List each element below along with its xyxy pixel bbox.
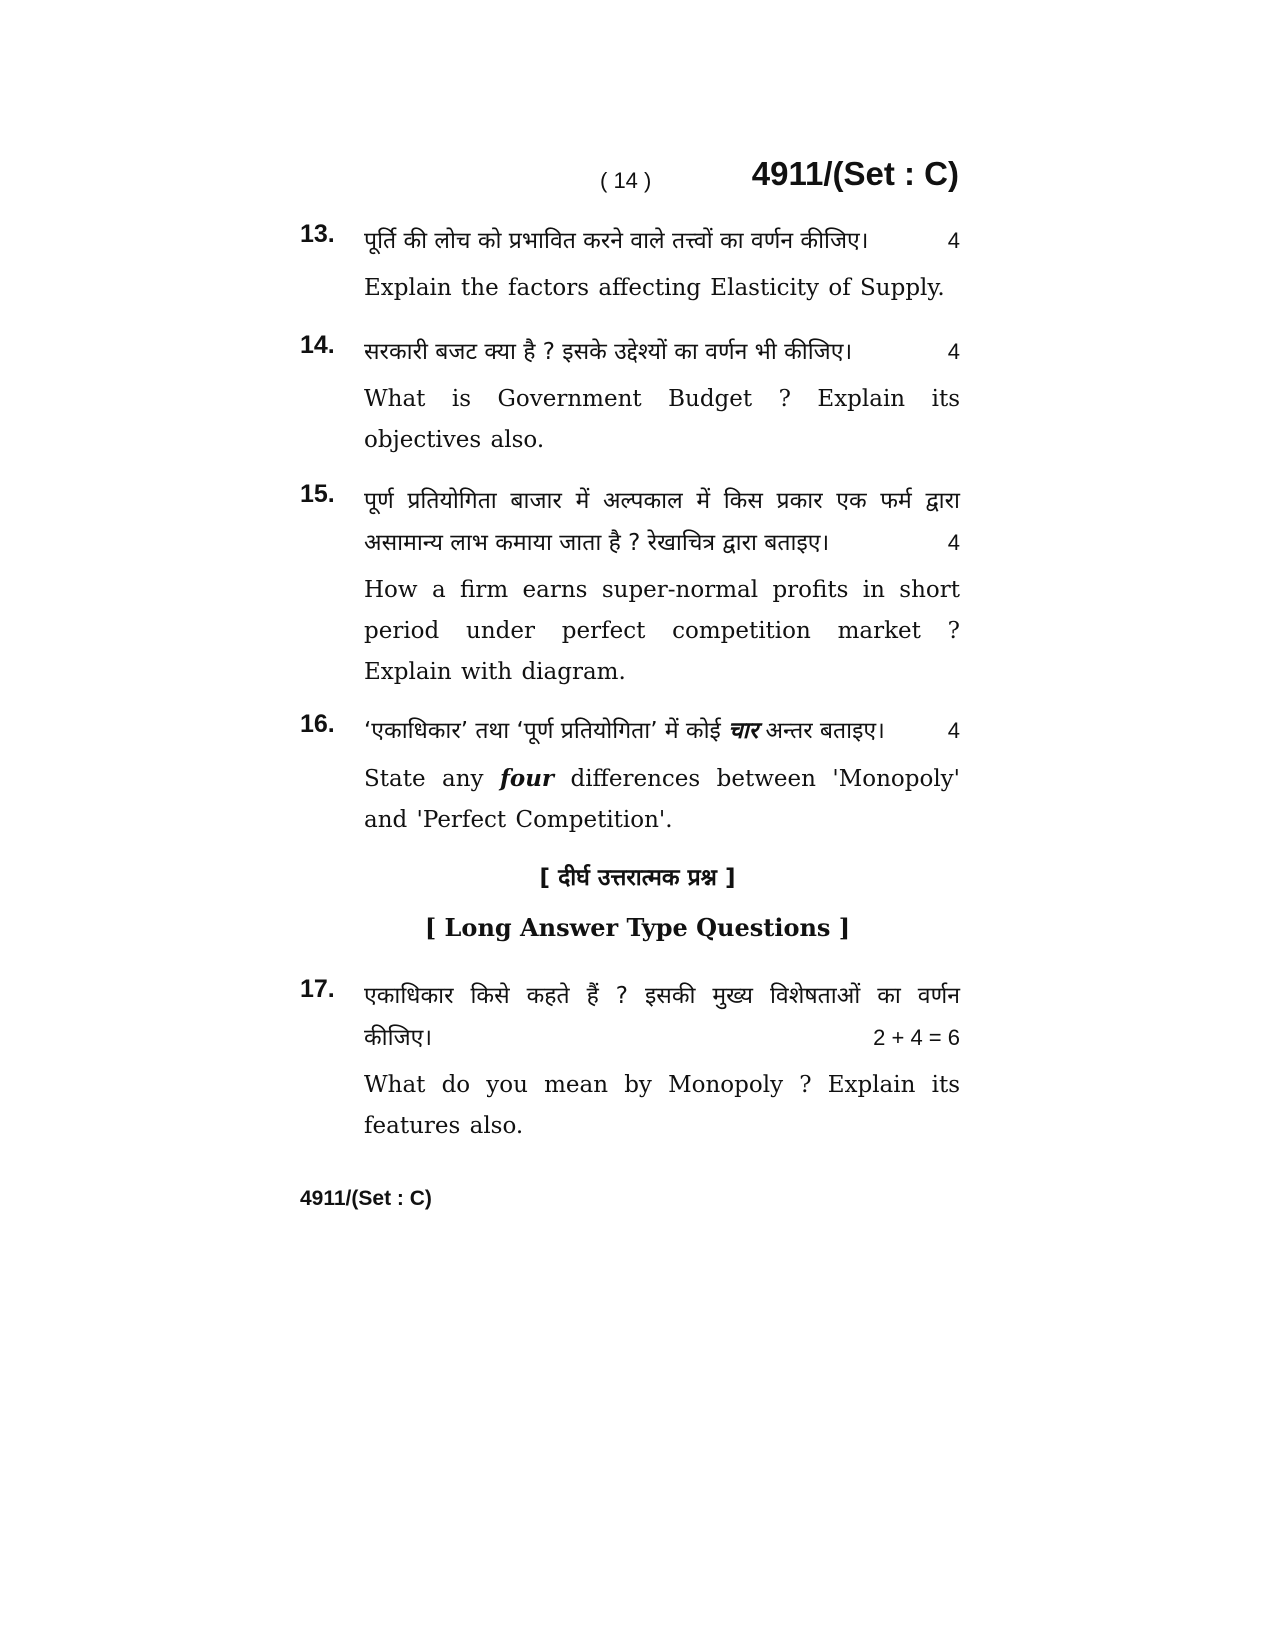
page-number: ( 14 ) xyxy=(600,168,652,193)
question-marks: 4 xyxy=(947,228,960,253)
question-hindi-row xyxy=(364,331,960,373)
question-14 xyxy=(300,331,960,461)
question-number: 14. xyxy=(300,331,335,359)
footer-set-code: 4911/(Set : C) xyxy=(300,1187,432,1210)
question-hindi xyxy=(364,710,885,752)
question-english: Explain the factors affecting Elasticity of Supply. xyxy=(364,275,945,301)
question-marks: 4 xyxy=(947,718,960,743)
question-13 xyxy=(300,220,960,309)
header-set-code: 4911/(Set : C) xyxy=(751,155,959,192)
question-number: 16. xyxy=(300,710,335,738)
question-17 xyxy=(300,975,960,1147)
question-english-emphasis: four xyxy=(499,765,555,792)
question-marks: 2 + 4 = 6 xyxy=(873,1025,960,1050)
question-16 xyxy=(300,710,960,841)
question-hindi: सरकारी बजट क्या है ? इसके उद्देश्यों का वर्णन भी कीजिए। xyxy=(364,339,853,365)
question-marks: 4 xyxy=(947,339,960,364)
question-hindi: पूर्ति की लोच को प्रभावित करने वाले तत्त्वों का वर्णन कीजिए। xyxy=(364,228,869,254)
question-english: What do you mean by Monopoly ? Explain its features also. xyxy=(364,1072,960,1139)
question-hindi-row xyxy=(364,220,960,262)
question-15 xyxy=(300,480,960,693)
question-number: 15. xyxy=(300,480,335,508)
question-number: 13. xyxy=(300,220,335,248)
section-heading-hindi: [ दीर्घ उत्तरात्मक प्रश्न ] xyxy=(539,865,736,891)
question-hindi-line-2: कीजिए। xyxy=(364,1025,433,1051)
question-marks: 4 xyxy=(947,530,960,555)
question-hindi-line-1: एकाधिकार किसे कहते हैं ? इसकी मुख्य विशेषताओं का वर्णन xyxy=(364,983,960,1009)
question-hindi-emphasis: चार xyxy=(728,718,759,744)
question-hindi-post: अन्तर बताइए। xyxy=(765,718,885,744)
question-hindi-row xyxy=(364,710,960,752)
question-english: What is Government Budget ? Explain its objectives also. xyxy=(364,386,960,453)
question-english xyxy=(364,758,960,841)
question-hindi-pre: ‘एकाधिकार’ तथा ‘पूर्ण प्रतियोगिता’ में कोई xyxy=(364,718,721,744)
question-hindi-row xyxy=(364,1017,960,1059)
section-heading-english: [ Long Answer Type Questions ] xyxy=(424,913,851,942)
question-english: How a firm earns super-normal profits in short period under perfect competition market ? Explain with diagram. xyxy=(364,577,960,685)
question-number: 17. xyxy=(300,975,335,1003)
question-hindi-line-1: पूर्ण प्रतियोगिता बाजार में अल्पकाल में किस प्रकार एक फर्म द्वारा xyxy=(364,488,960,514)
question-english-post: differences between 'Monopoly' and 'Perfect Competition'. xyxy=(364,766,960,833)
question-hindi-line-2: असामान्य लाभ कमाया जाता है ? रेखाचित्र द्वारा बताइए। xyxy=(364,530,830,556)
question-english-pre: State any xyxy=(364,766,484,792)
question-hindi-row xyxy=(364,522,960,564)
